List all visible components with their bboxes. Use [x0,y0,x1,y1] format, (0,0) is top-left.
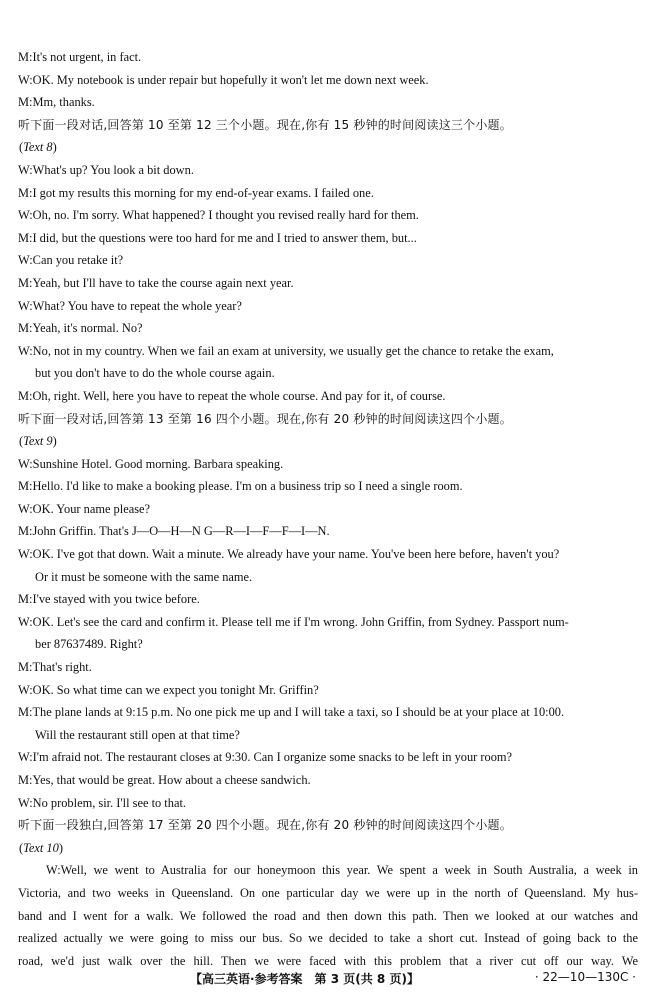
dialog-line: W:OK. Your name please? [18,501,151,516]
dialog-line: W:No, not in my country. When we fail an exam at university, we usually get the chance to retake the exam, [18,343,554,358]
dialog-line: W:What? You have to repeat the whole year? [18,298,242,313]
paragraph-line: road, we'd just walk over the hill. Then we were faced with this problem that a river cut off our way. We [18,953,638,968]
dialog-line: W:OK. Let's see the card and confirm it. Please tell me if I'm wrong. John Griffin, from Sydney. Passport num- [18,614,569,629]
section-label-text: Text 9 [23,434,53,449]
instruction-line: 听下面一段对话,回答第 10 至第 12 三个小题。现在,你有 15 秒钟的时间阅读这三个小题。 [18,117,512,132]
dialog-line: M:Oh, right. Well, here you have to repeat the whole course. And pay for it, of course. [18,388,446,403]
dialog-line: M:Mm, thanks. [18,95,95,110]
section-label-text: Text 10 [23,840,59,855]
document-body [18,46,638,972]
section-label-text: Text 8 [23,140,53,155]
dialog-line: M:Yeah, but I'll have to take the course again next year. [18,275,294,290]
dialog-line: W:OK. So what time can we expect you tonight Mr. Griffin? [18,682,319,697]
dialog-line: W:Oh, no. I'm sorry. What happened? I thought you revised really hard for them. [18,208,419,223]
page-footer [0,970,652,992]
dialog-line: M:I did, but the questions were too hard for me and I tried to answer them, but... [18,230,417,245]
dialog-line: W:Can you retake it? [18,253,124,268]
dialog-line: M:It's not urgent, in fact. [18,50,142,64]
dialog-continuation: ber 87637489. Right? [35,637,143,652]
dialog-line: W:OK. I've got that down. Wait a minute. We already have your name. You've been here before, haven't you? [18,547,560,562]
dialog-continuation: Or it must be someone with the same name. [35,569,253,584]
dialog-line: W:OK. My notebook is under repair but hopefully it won't let me down next week. [18,72,429,87]
section-label: (Text 9) [19,434,57,449]
dialog-line: M:Yes, that would be great. How about a cheese sandwich. [18,773,311,787]
section-label: (Text 8) [19,140,57,155]
paragraph-line: realized actually we were going to miss our bus. So we decided to take a short cut. Instead of going back to the [18,931,638,946]
footer-page-info: 【高三英语·参考答案 第 3 页(共 8 页)】 [190,972,419,986]
dialog-line: W:Sunshine Hotel. Good morning. Barbara speaking. [18,456,284,471]
dialog-line: M:Yeah, it's normal. No? [18,321,143,336]
paragraph-line: band and I went for a walk. We followed the road and then down this path. Then we looked at our watches and [18,908,638,923]
dialog-line: M:I've stayed with you twice before. [18,592,200,607]
dialog-continuation: Will the restaurant still open at that time? [35,727,240,742]
dialog-line: M:John Griffin. That's J—O—H—N G—R—I—F—F—I—N. [18,524,330,539]
dialog-line: W:What's up? You look a bit down. [18,162,194,177]
instruction-line: 听下面一段独白,回答第 17 至第 20 四个小题。现在,你有 20 秒钟的时间阅读这四个小题。 [18,818,512,833]
paragraph-line: Victoria, and two weeks in Queensland. On one particular day we were up in the north of Queensland. My hus- [18,885,638,900]
dialog-line: M:The plane lands at 9:15 p.m. No one pick me up and I will take a taxi, so I should be at your place at 10:00. [18,705,565,720]
dialog-line: M:I got my results this morning for my end-of-year exams. I failed one. [18,185,374,200]
dialog-continuation: but you don't have to do the whole course again. [35,366,275,381]
footer-code: · 22—10—130C · [534,970,636,984]
dialog-line: M:Hello. I'd like to make a booking please. I'm on a business trip so I need a single room. [18,479,463,494]
dialog-line: M:That's right. [18,660,92,675]
instruction-line: 听下面一段对话,回答第 13 至第 16 四个小题。现在,你有 20 秒钟的时间阅读这四个小题。 [18,411,512,426]
section-label: (Text 10) [19,840,63,855]
dialog-line: W:No problem, sir. I'll see to that. [18,795,186,810]
dialog-line: W:I'm afraid not. The restaurant closes at 9:30. Can I organize some snacks to be left in your room? [18,750,513,765]
paragraph-line: W:Well, we went to Australia for our honeymoon this year. We spent a week in South Australia, a week in [46,863,638,878]
